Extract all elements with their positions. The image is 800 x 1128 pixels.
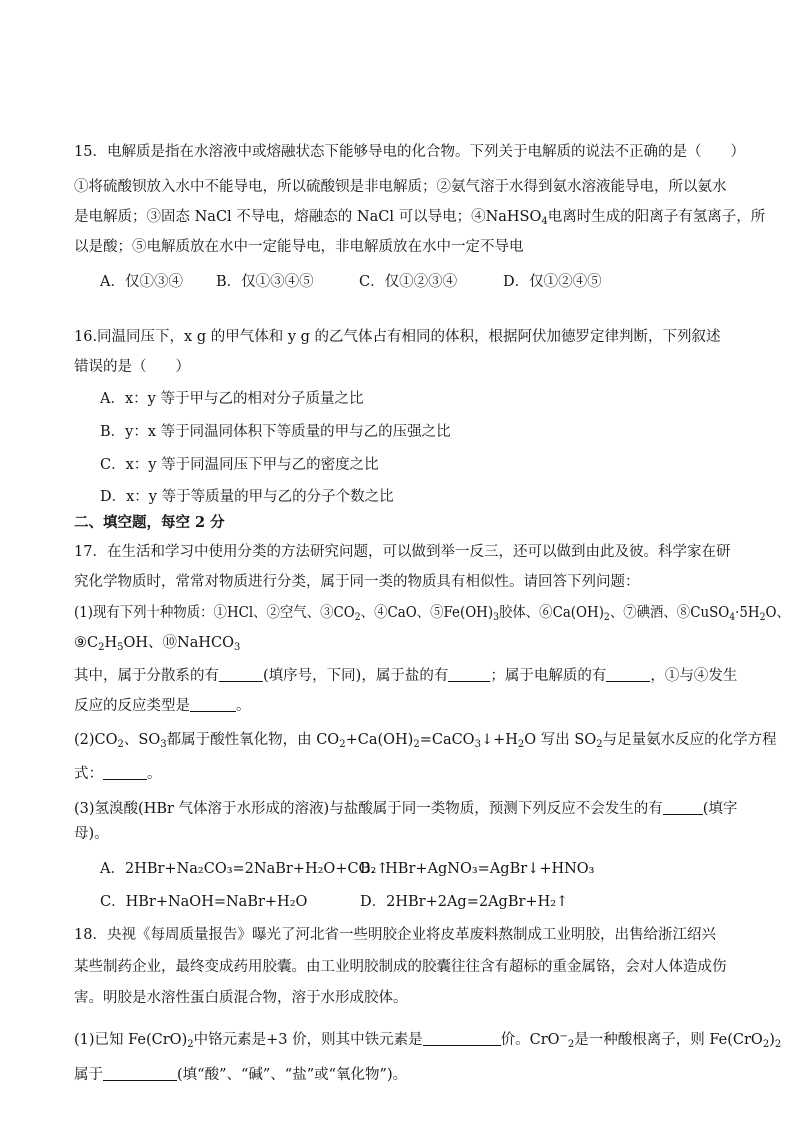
q15-option-c[interactable]: C．仅①②③④	[359, 274, 458, 290]
q16-option-b[interactable]: B．y：x 等于同温同体积下等质量的甲与乙的压强之比	[100, 424, 451, 440]
q17-option-b[interactable]: B．HBr+AgNO₃=AgBr↓+HNO₃	[360, 861, 595, 877]
q17-option-a[interactable]: A．2HBr+Na₂CO₃=2NaBr+H₂O+CO₂↑	[100, 861, 389, 877]
q17-p2-line-2: 式： 。	[74, 766, 162, 782]
q16-option-d[interactable]: D．x：y 等于等质量的甲与乙的分子个数之比	[100, 489, 394, 505]
blank-dispersion[interactable]	[219, 667, 263, 682]
q15-line-2: 是电解质；③固态 NaCl 不导电，熔融态的 NaCl 可以导电；④NaHSO$_4$电离时生成的阳离子有氢离子，所	[74, 209, 766, 227]
section-heading: 二、填空题，每空 2 分	[74, 514, 225, 531]
q15-stem: 15．电解质是指在水溶液中或熔融状态下能够导电的化合物。下列关于电解质的说法不正确的是（ ）	[74, 144, 745, 160]
blank-electrolyte[interactable]	[606, 667, 650, 682]
blank-reaction-type[interactable]	[190, 697, 236, 712]
q18-p1-line: (1)已知 $Fe(CrO)_2$中铬元素是+3 价，则其中铁元素是 价。CrO−$_2$是一种酸根离子，则 $Fe(CrO_2)_2$	[74, 1031, 782, 1050]
q15-option-d[interactable]: D．仅①②④⑤	[503, 274, 602, 290]
blank-equation[interactable]	[103, 765, 147, 780]
q17-p1-line-4: 反应的反应类型是 。	[74, 698, 251, 714]
blank-iron-valence[interactable]	[423, 1031, 501, 1046]
q15-line-3: 以是酸；⑤电解质放在水中一定能导电，非电解质放在水中一定不导电	[74, 239, 524, 255]
q18-stem-1: 18．央视《每周质量报告》曝光了河北省一些明胶企业将皮革废料熬制成工业明胶，出售给浙江绍兴	[74, 927, 716, 943]
q17-p3-line-2: 母)。	[74, 826, 109, 842]
q16-option-c[interactable]: C．x：y 等于同温同压下甲与乙的密度之比	[100, 457, 379, 473]
q17-intro-1: 17．在生活和学习中使用分类的方法研究问题，可以做到举一反三，还可以做到由此及彼。科学家在研	[74, 544, 731, 560]
q16-stem-2: 错误的是（ ）	[74, 359, 190, 375]
q16-stem-1: 16.同温同压下，x g 的甲气体和 y g 的乙气体占有相同的体积，根据阿伏加德罗定律判断，下列叙述	[74, 329, 721, 345]
q15-line-1: ①将硫酸钡放入水中不能导电，所以硫酸钡是非电解质；②氨气溶于水得到氨水溶液能导电，所以氨水	[74, 179, 727, 195]
q17-option-d[interactable]: D．2HBr+2Ag=2AgBr+H₂↑	[360, 894, 569, 910]
q17-p2-line-1: $(2)CO_2$、$SO_3$都属于酸性氧化物，由 $CO_2+Ca(OH)_2=CaCO_3↓+H_2O$ 写出 $SO_2$与足量氨水反应的化学方程	[74, 732, 777, 750]
q18-stem-2: 某些制药企业，最终变成药用胶囊。由工业明胶制成的胶囊往往含有超标的重金属铬，会对人体造成伤	[74, 959, 727, 975]
blank-no-reaction[interactable]	[663, 800, 703, 815]
q17-p3-line-1: (3)氢溴酸(HBr 气体溶于水形成的溶液)与盐酸属于同一类物质，预测下列反应不会发生的有 (填字	[74, 801, 738, 817]
q17-option-c[interactable]: C．HBr+NaOH=NaBr+H₂O	[100, 894, 308, 910]
q15-option-b[interactable]: B．仅①③④⑤	[216, 274, 314, 290]
q18-p2-line: 属于 (填“酸”、“碱”、“盐”或“氧化物”)。	[74, 1067, 408, 1083]
blank-salt[interactable]	[448, 667, 490, 682]
q18-stem-3: 害。明胶是水溶性蛋白质混合物，溶于水形成胶体。	[74, 990, 408, 1006]
q15-option-a[interactable]: A．仅①③④	[100, 274, 183, 290]
q17-p1-line-1: (1)现有下列十种物质：①HCl、②空气、$③CO_2$、④CaO、$⑤Fe(OH)_3$胶体、$⑥Ca(OH)_2$、⑦碘酒、$⑧CuSO_4\cdot 5H_2O$、	[74, 605, 790, 623]
blank-classification[interactable]	[103, 1066, 177, 1081]
q16-option-a[interactable]: A．x：y 等于甲与乙的相对分子质量之比	[100, 391, 364, 407]
q17-p1-line-3: 其中，属于分散系的有 (填序号，下同)，属于盐的有 ；属于电解质的有 ，①与④发生	[74, 668, 738, 684]
q17-intro-2: 究化学物质时，常常对物质进行分类，属于同一类的物质具有相似性。请回答下列问题：	[74, 574, 640, 590]
q17-p1-line-2: $⑨C_2H_5OH$、⑩NaHCO$_3$	[74, 635, 241, 653]
